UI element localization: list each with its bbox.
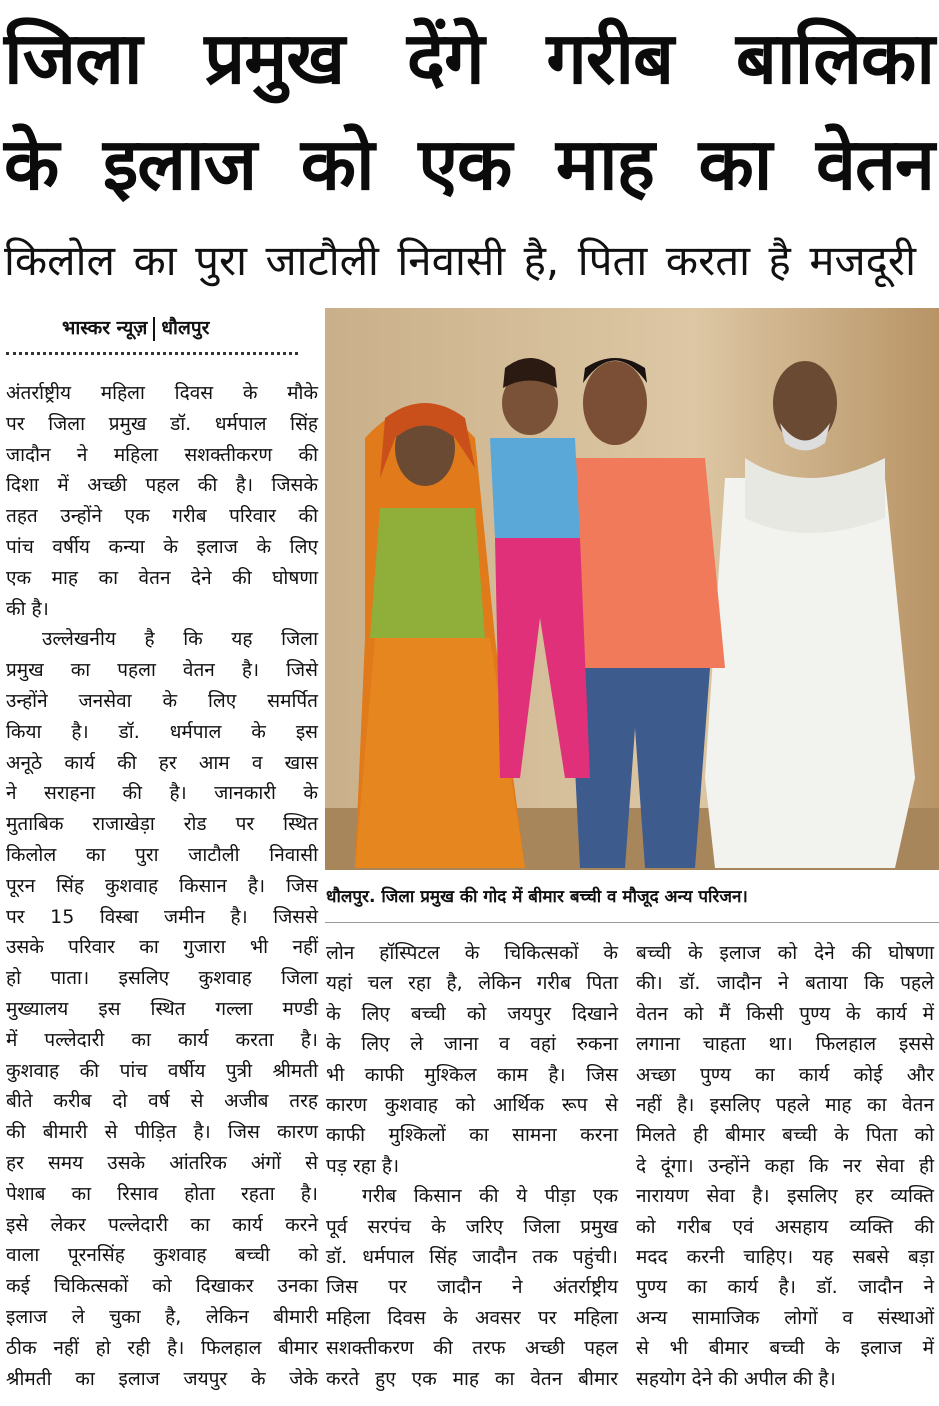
article-text-line: डॉ. धर्मपाल सिंह जादौन तक पहुंची। [326, 1246, 618, 1269]
article-text-line: दे दूंगा। उन्होंने कहा कि नर सेवा ही [636, 1154, 934, 1177]
article-text-line: किलोल का पुरा जाटौली निवासी [6, 843, 318, 866]
article-text-line: पर 15 विस्बा जमीन है। जिससे [6, 905, 318, 928]
article-text-line: लोन हॉस्पिटल के चिकित्सकों के [326, 942, 618, 964]
article-text-line: बीते करीब दो वर्ष से अजीब तरह [6, 1090, 318, 1113]
article-text-line: इलाज ले चुका है, लेकिन बीमारी [6, 1305, 318, 1328]
article-text-line: इसे लेकर पल्लेदारी का कार्य करने [6, 1213, 318, 1236]
article-text-line: पूरन सिंह कुशवाह किसान है। जिस [6, 874, 318, 897]
article-text-line: कई चिकित्सकों को दिखाकर उनका [6, 1275, 318, 1298]
byline-agency: भास्कर न्यूज़ [62, 317, 148, 339]
article-text-line: भी काफी मुश्किल काम है। जिस [326, 1063, 618, 1086]
photo-caption: धौलपुर. जिला प्रमुख की गोद में बीमार बच्ची व मौजूद अन्य परिजन। [326, 887, 748, 907]
article-text-line: जिस पर जादौन ने अंतर्राष्ट्रीय [326, 1276, 618, 1299]
subheadline: किलोल का पुरा जाटौली निवासी है, पिता करता है मजदूरी [4, 236, 916, 285]
news-photo [325, 308, 939, 870]
article-text-line: प्रमुख का पहला वेतन है। जिसे [6, 659, 318, 682]
article-text-line: की। डॉ. जादौन ने बताया कि पहले [636, 972, 934, 995]
headline-line-2: के इलाज को एक माह का वेतन [4, 122, 934, 206]
dotted-divider [6, 352, 298, 355]
article-text-line: को गरीब एवं असहाय व्यक्ति की [636, 1215, 934, 1238]
article-text-line: पड़ रहा है। [326, 1154, 400, 1177]
article-text-line: श्रीमती का इलाज जयपुर के जेके [6, 1367, 318, 1390]
article-text-line: करते हुए एक माह का वेतन बीमार [326, 1367, 618, 1390]
article-text-line: में पल्लेदारी का कार्य करता है। [6, 1028, 318, 1051]
article-text-line: किया है। डॉ. धर्मपाल के इस [6, 720, 318, 743]
article-text-line: पूर्व सरपंच के जरिए जिला प्रमुख [326, 1215, 618, 1238]
article-text-line: वेतन को मैं किसी पुण्य के कार्य में [636, 1002, 934, 1025]
byline [62, 314, 312, 342]
article-text-line: की है। [6, 597, 49, 620]
article-text-line: तहत उन्होंने एक गरीब परिवार की [6, 505, 318, 528]
article-text-line: एक माह का वेतन देने की घोषणा [6, 566, 318, 589]
byline-separator [153, 317, 155, 341]
article-text-line: सहयोग देने की अपील की है। [636, 1367, 836, 1390]
article-text-line: उसके परिवार का गुजारा भी नहीं [6, 936, 318, 959]
article-text-line: पांच वर्षीय कन्या के इलाज के लिए [6, 535, 318, 558]
article-text-line: से भी बीमार बच्ची के इलाज में [636, 1337, 934, 1360]
article-text-line: अन्य सामाजिक लोगों व संस्थाओं [636, 1306, 934, 1329]
article-text-line: हर समय उसके आंतरिक अंगों से [6, 1151, 318, 1174]
family-photo-illustration [325, 308, 939, 870]
article-text-line: कारण कुशवाह को आर्थिक रूप से [326, 1094, 618, 1117]
article-text-line: अच्छा पुण्य का कार्य कोई और [636, 1063, 934, 1086]
article-text-line: नहीं है। इसलिए पहले माह का वेतन [636, 1094, 934, 1117]
article-text-line: उल्लेखनीय है कि यह जिला [42, 628, 318, 651]
article-text-line: दिशा में अच्छी पहल की है। जिसके [6, 474, 318, 497]
article-text-line: ठीक नहीं हो रही है। फिलहाल बीमार [6, 1336, 318, 1359]
article-text-line: नारायण सेवा है। इसलिए हर व्यक्ति [636, 1185, 934, 1208]
article-text-line: पुण्य का कार्य है। डॉ. जादौन ने [636, 1276, 934, 1299]
article-text-line: हो पाता। इसलिए कुशवाह जिला [6, 967, 318, 990]
article-text-line: वाला पूरनसिंह कुशवाह बच्ची को [6, 1244, 318, 1267]
article-text-line: अनूठे कार्य की हर आम व खास [6, 751, 318, 774]
article-text-line: जादौन ने महिला सशक्तीकरण की [6, 443, 318, 466]
article-text-line: कुशवाह की पांच वर्षीय पुत्री श्रीमती [6, 1059, 318, 1082]
article-text-line: ने सराहना की है। जानकारी के [6, 782, 318, 805]
article-column-2 [326, 938, 618, 1394]
article-text-line: अंतर्राष्ट्रीय महिला दिवस के मौके [6, 382, 318, 404]
article-text-line: काफी मुश्किलों का सामना करना [326, 1124, 618, 1147]
article-text-line: के लिए ले जाना व वहां रुकना [326, 1033, 618, 1056]
article-text-line: महिला दिवस के अवसर पर महिला [326, 1306, 618, 1329]
article-text-line: के लिए बच्ची को जयपुर दिखाने [326, 1002, 618, 1025]
caption-rule [325, 922, 939, 923]
article-text-line: बच्ची के इलाज को देने की घोषणा [636, 942, 934, 964]
article-text-line: लगाना चाहता था। फिलहाल इससे [636, 1033, 934, 1056]
article-text-line: की बीमारी से पीड़ित है। जिस कारण [6, 1121, 318, 1144]
article-text-line: मुख्यालय इस स्थित गल्ला मण्डी [6, 997, 318, 1020]
article-text-line: मिलते ही बीमार बच्ची के पिता को [636, 1124, 934, 1147]
article-text-line: यहां चल रहा है, लेकिन गरीब पिता [326, 972, 618, 995]
article-column-3 [636, 938, 934, 1394]
article-text-line: पेशाब का रिसाव होता रहता है। [6, 1182, 318, 1205]
article-column-1 [6, 378, 318, 1394]
article-text-line: गरीब किसान की ये पीड़ा एक [362, 1185, 618, 1208]
article-text-line: मदद करनी चाहिए। यह सबसे बड़ा [636, 1246, 934, 1269]
headline-line-1: जिला प्रमुख देंगे गरीब बालिका [4, 16, 934, 100]
article-text-line: उन्होंने जनसेवा के लिए समर्पित [6, 689, 318, 712]
byline-place: धौलपुर [161, 317, 210, 339]
article-text-line: सशक्तीकरण की तरफ अच्छी पहल [326, 1337, 618, 1360]
article-text-line: पर जिला प्रमुख डॉ. धर्मपाल सिंह [6, 412, 318, 435]
article-text-line: मुताबिक राजाखेड़ा रोड पर स्थित [6, 813, 318, 836]
